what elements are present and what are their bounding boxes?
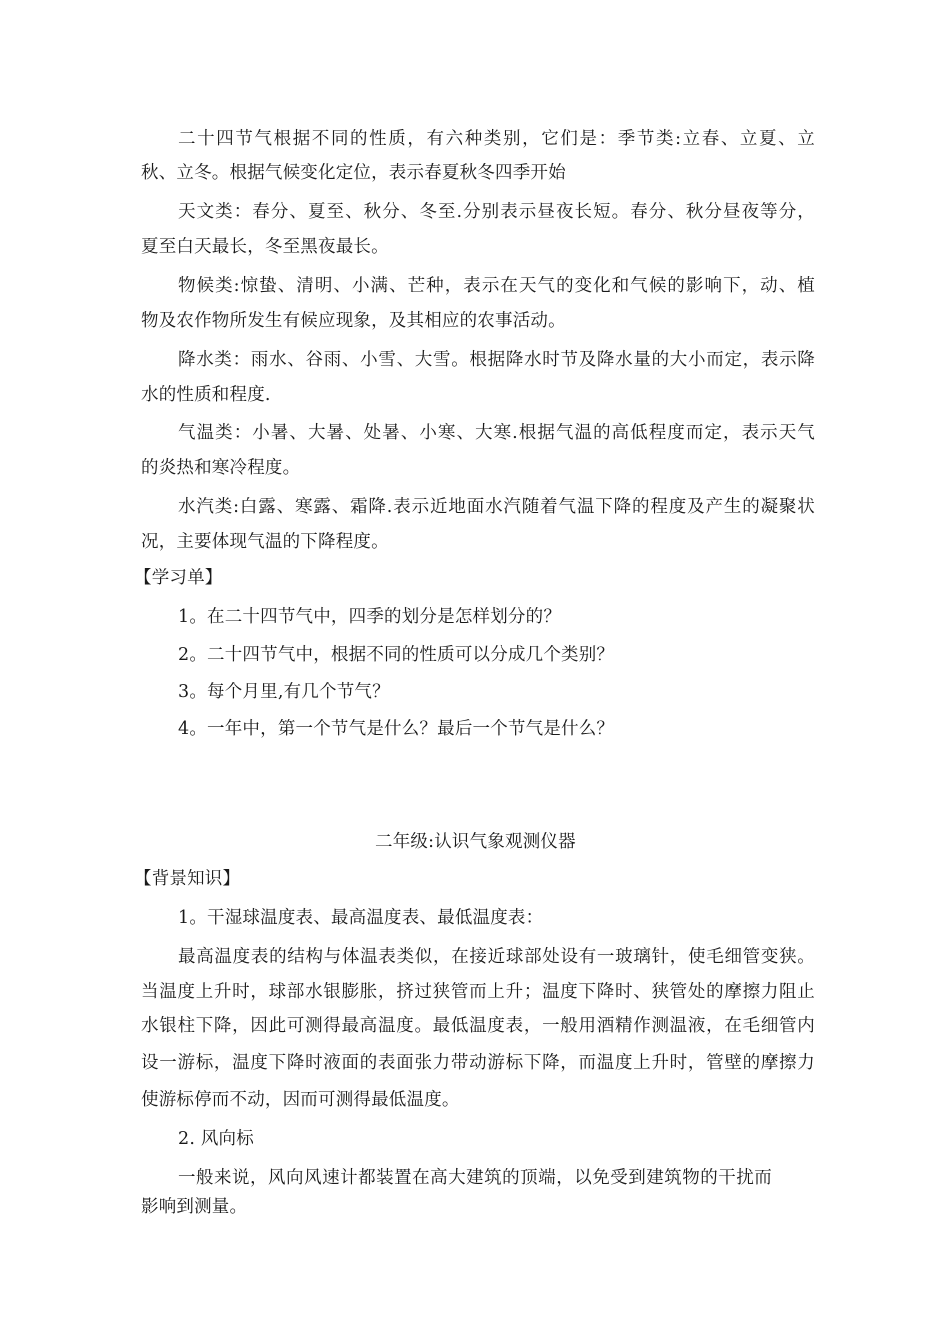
paragraph-line: 影响到测量。 — [141, 1197, 248, 1217]
item-heading: 1。干湿球温度表、最高温度表、最低温度表： — [178, 908, 544, 928]
paragraph-line: 降水类：雨水、谷雨、小雪、大雪。根据降水时节及降水量的大小而定，表示降 — [178, 350, 815, 370]
paragraph-line: 气温类：小暑、大暑、处暑、小寒、大寒.根据气温的高低程度而定，表示天气 — [178, 423, 815, 443]
worksheet-question: 2。二十四节气中，根据不同的性质可以分成几个类别？ — [178, 645, 615, 665]
paragraph-line: 况，主要体现气温的下降程度。 — [141, 532, 389, 552]
paragraph-line: 物候类:惊蛰、清明、小满、芒种，表示在天气的变化和气候的影响下，动、植 — [178, 276, 815, 296]
paragraph-line: 使游标停而不动，因而可测得最低温度。 — [141, 1090, 460, 1110]
paragraph-line: 设一游标，温度下降时液面的表面张力带动游标下降，而温度上升时，管壁的摩擦力 — [141, 1053, 815, 1073]
background-heading: 【背景知识】 — [134, 869, 241, 889]
worksheet-question: 1。在二十四节气中，四季的划分是怎样划分的？ — [178, 607, 562, 627]
paragraph-line: 夏至白天最长，冬至黑夜最长。 — [141, 237, 389, 257]
paragraph-line: 一般来说，风向风速计都装置在高大建筑的顶端，以免受到建筑物的干扰而 — [178, 1168, 772, 1188]
paragraph-line: 天文类：春分、夏至、秋分、冬至.分别表示昼夜长短。春分、秋分昼夜等分， — [178, 202, 815, 222]
paragraph-line: 的炎热和寒冷程度。 — [141, 458, 301, 478]
worksheet-heading: 【学习单】 — [134, 568, 223, 588]
item-heading: 2. 风向标 — [178, 1129, 254, 1149]
paragraph-line: 物及农作物所发生有候应现象，及其相应的农事活动。 — [141, 311, 566, 331]
worksheet-question: 4。一年中，第一个节气是什么？最后一个节气是什么？ — [178, 719, 615, 739]
section-title: 二年级:认识气象观测仪器 — [375, 832, 576, 852]
paragraph-line: 水汽类:白露、寒露、霜降.表示近地面水汽随着气温下降的程度及产生的凝聚状 — [178, 497, 815, 517]
paragraph-line: 二十四节气根据不同的性质，有六种类别，它们是：季节类:立春、立夏、立 — [178, 129, 815, 149]
worksheet-question: 3。每个月里,有几个节气？ — [178, 682, 390, 702]
paragraph-line: 水的性质和程度. — [141, 385, 271, 405]
paragraph-line: 秋、立冬。根据气候变化定位，表示春夏秋冬四季开始 — [141, 163, 566, 183]
paragraph-line: 当温度上升时，球部水银膨胀，挤过狭管而上升；温度下降时、狭管处的摩擦力阻止 — [141, 982, 815, 1002]
paragraph-line: 最高温度表的结构与体温表类似，在接近球部处设有一玻璃针，使毛细管变狭。 — [178, 947, 815, 967]
paragraph-line: 水银柱下降，因此可测得最高温度。最低温度表，一般用酒精作测温液，在毛细管内 — [141, 1016, 815, 1036]
